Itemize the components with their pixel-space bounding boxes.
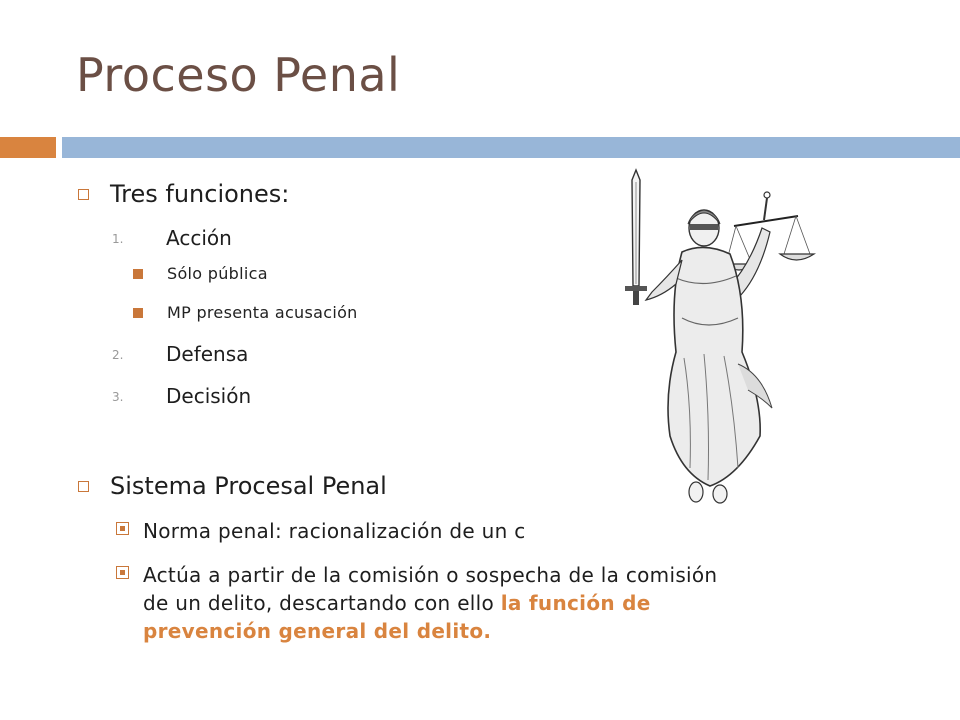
highlight-text-2: prevención general del delito.	[143, 619, 492, 643]
bullet-sistema-procesal	[78, 472, 387, 500]
checkbox-bullet-icon	[116, 522, 129, 535]
text-line-1: Actúa a partir de la comisión o sospecha de la comisión	[143, 563, 718, 587]
item-label: Decisión	[166, 384, 252, 408]
lady-justice-illustration	[612, 168, 824, 514]
highlight-text-1: la función de	[500, 591, 651, 615]
item-number: 1.	[112, 232, 124, 246]
square-bullet-icon	[133, 269, 143, 279]
item-label: Defensa	[166, 342, 249, 366]
bullet-label: Sistema Procesal Penal	[110, 472, 387, 500]
item-number: 2.	[112, 348, 124, 362]
item-number: 3.	[112, 390, 124, 404]
slide-title: Proceso Penal	[76, 48, 401, 102]
sub-item-label: MP presenta acusación	[167, 303, 358, 322]
sub-bullet-text	[143, 561, 717, 645]
bullet-box-icon	[78, 189, 89, 200]
text-line-2: de un delito, descartando con ello	[143, 591, 501, 615]
bullet-label: Tres funciones:	[110, 180, 290, 208]
sub-bullet-text: Norma penal: racionalización de un c	[143, 519, 526, 543]
square-bullet-icon	[133, 308, 143, 318]
bullet-tres-funciones	[78, 180, 289, 208]
checkbox-bullet-icon	[116, 566, 129, 579]
bullet-box-icon	[78, 481, 89, 492]
sub-item-label: Sólo pública	[167, 264, 268, 283]
item-label: Acción	[166, 226, 232, 250]
